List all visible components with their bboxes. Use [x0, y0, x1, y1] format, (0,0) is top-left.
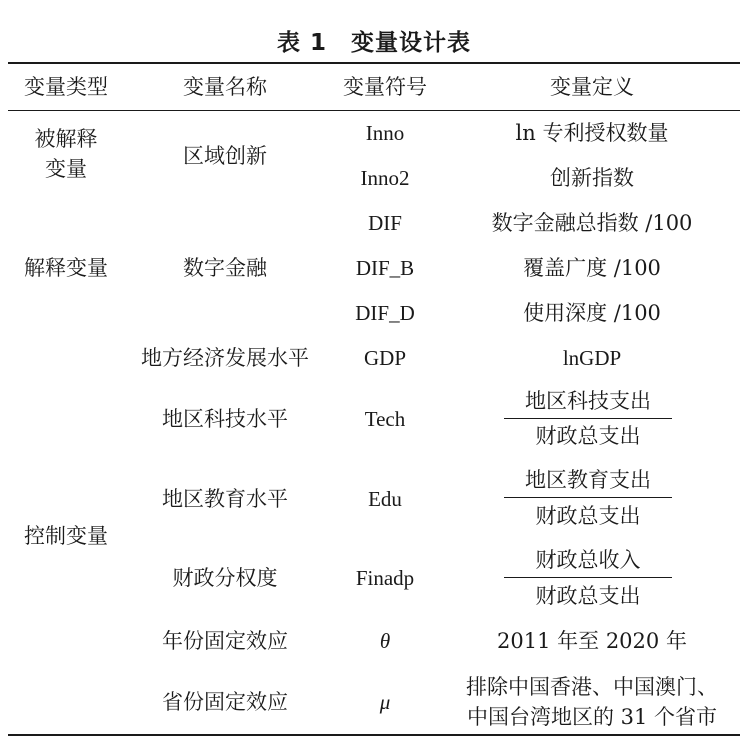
name-gdp: 地方经济发展水平 — [141, 346, 309, 370]
symbol-inno: Inno — [365, 121, 405, 145]
group-explanatory: 解释变量 — [24, 256, 108, 280]
definition-inno2: 创新指数 — [550, 166, 634, 190]
symbol-dif-b: DIF_B — [355, 256, 415, 280]
symbol-mu: μ — [379, 690, 391, 714]
tech-numerator: 地区科技支出 — [525, 389, 651, 413]
finadp-numerator: 财政总收入 — [535, 548, 641, 572]
header-rule — [8, 110, 740, 111]
definition-province-fe-line1: 排除中国香港、中国澳门、 — [466, 675, 718, 699]
header-variable-symbol: 变量符号 — [343, 75, 427, 99]
symbol-dif-d: DIF_D — [355, 301, 415, 325]
finadp-fraction-bar — [504, 577, 672, 578]
definition-inno: ln 专利授权数量 — [515, 121, 669, 145]
symbol-tech: Tech — [364, 407, 406, 431]
symbol-theta: θ — [379, 629, 391, 653]
name-finadp: 财政分权度 — [172, 566, 278, 590]
name-fintech: 数字金融 — [183, 256, 267, 280]
header-variable-definition: 变量定义 — [550, 75, 634, 99]
definition-year-fe: 2011 年至 2020 年 — [497, 629, 687, 653]
top-rule — [8, 62, 740, 64]
name-innovation: 区域创新 — [183, 144, 267, 168]
name-year-fe: 年份固定效应 — [162, 629, 288, 653]
group-control: 控制变量 — [24, 524, 108, 548]
name-edu: 地区教育水平 — [162, 487, 288, 511]
tech-denominator: 财政总支出 — [535, 424, 641, 448]
symbol-dif: DIF — [368, 211, 402, 235]
definition-province-fe-line2: 中国台湾地区的 31 个省市 — [466, 705, 718, 729]
definition-dif: 数字金融总指数 /100 — [491, 211, 693, 235]
tech-fraction-bar — [504, 418, 672, 419]
header-variable-name: 变量名称 — [183, 75, 267, 99]
edu-numerator: 地区教育支出 — [525, 468, 651, 492]
table-title: 表 1 变量设计表 — [276, 30, 471, 56]
symbol-finadp: Finadp — [355, 566, 415, 590]
symbol-inno2: Inno2 — [360, 166, 410, 190]
symbol-edu: Edu — [368, 487, 402, 511]
header-variable-type: 变量类型 — [24, 75, 108, 99]
definition-gdp: lnGDP — [562, 346, 622, 370]
edu-fraction-bar — [504, 497, 672, 498]
definition-dif-b: 覆盖广度 /100 — [523, 256, 661, 280]
finadp-denominator: 财政总支出 — [535, 584, 641, 608]
name-tech: 地区科技水平 — [162, 407, 288, 431]
bottom-rule — [8, 734, 740, 736]
group-explained: 被解释 变量 — [34, 127, 98, 181]
name-province-fe: 省份固定效应 — [162, 690, 288, 714]
symbol-gdp: GDP — [363, 346, 406, 370]
definition-dif-d: 使用深度 /100 — [523, 301, 661, 325]
edu-denominator: 财政总支出 — [535, 504, 641, 528]
